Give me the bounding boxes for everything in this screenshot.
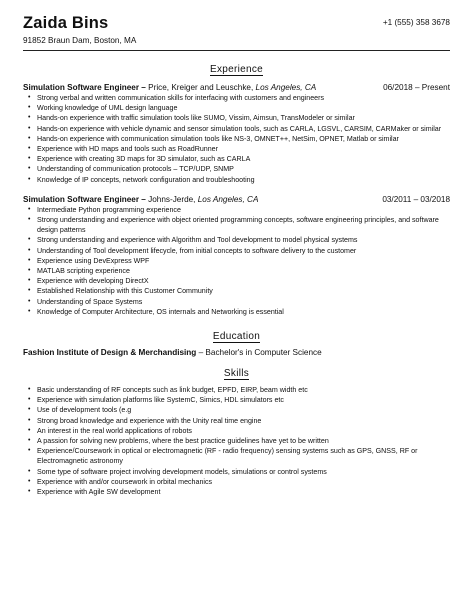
job-dates: 06/2018 – Present	[383, 83, 450, 92]
list-item: • Experience with creating 3D maps for 3D simulator, such as CARLA	[37, 154, 450, 164]
job-entry	[23, 194, 450, 317]
list-item: • Experience with HD maps and tools such as RoadRunner	[37, 144, 450, 154]
education-heading-text: Education	[212, 331, 261, 343]
list-item: • An interest in the real world applications of robots	[37, 426, 450, 436]
candidate-name: Zaida Bins	[23, 14, 109, 32]
list-item: • Hands-on experience with vehicle dynamic and sensor simulation tools, such as CARLA, LGSVL, CARSIM, CARMaker or similar	[37, 124, 450, 134]
degree: – Bachelor's in Computer Science	[196, 348, 322, 358]
list-item: • Established Relationship with this Customer Community	[37, 286, 450, 296]
school-name: Fashion Institute of Design & Merchandising	[23, 348, 197, 358]
list-item: • Working knowledge of UML design language	[37, 103, 450, 113]
job-location: Los Angeles, CA	[255, 83, 317, 92]
job-title: Simulation Software Engineer	[23, 194, 140, 204]
list-item: • Experience with simulation platforms like SystemC, Simics, HDL simulators etc	[37, 395, 450, 405]
job-dates: 03/2011 – 03/2018	[382, 194, 450, 204]
list-item: • Understanding of Tool development lifecycle, from initial concepts to software delivery to the customer	[37, 246, 450, 256]
list-item: • Hands-on experience with traffic simulation tools like SUMO, Vissim, Aimsun, TransModeler or similar	[37, 113, 450, 123]
list-item: • Strong understanding and experience with Algorithm and Tool development to model physical systems	[37, 235, 450, 245]
skills-list	[23, 385, 450, 497]
job-bullet-list	[23, 205, 450, 317]
job-company: Johns-Jerde,	[148, 194, 198, 204]
list-item: • Some type of software project involving development models, simulations or control systems	[37, 467, 450, 477]
list-item: • Strong understanding and experience with object oriented programming concepts, software engineering principles, and software design patterns	[37, 215, 450, 235]
list-item: • Experience with and/or coursework in orbital mechanics	[37, 477, 450, 487]
header-divider	[23, 50, 450, 51]
job-location: Los Angeles, CA	[197, 194, 259, 204]
list-item: • Understanding of communication protocols – TCP/UDP, SNMP	[37, 164, 450, 174]
list-item: • Experience using DevExpress WPF	[37, 256, 450, 266]
job-header	[23, 194, 450, 205]
job-title: Simulation Software Engineer	[23, 83, 140, 92]
list-item: • Use of development tools (e.g	[37, 405, 450, 415]
job-separator: –	[139, 194, 149, 204]
list-item: • Knowledge of IP concepts, network configuration and troubleshooting	[37, 175, 450, 185]
experience-heading	[23, 63, 450, 76]
phone-number: +1 (555) 358 3678	[382, 18, 450, 27]
experience-heading-text: Experience	[209, 64, 264, 75]
job-company: Price, Kreiger and Leuschke,	[148, 83, 256, 92]
list-item: • A passion for solving new problems, where the best practice guidelines have yet to be written	[37, 436, 450, 446]
resume-header	[23, 13, 450, 46]
list-item: • Hands-on experience with communication simulation tools like NS-3, OMNET++, NetSim, OPNET, Matlab or similar	[37, 134, 450, 144]
list-item: • Experience with Agile SW development	[37, 487, 450, 497]
list-item: • Intermediate Python programming experience	[37, 205, 450, 215]
list-item: • Understanding of Space Systems	[37, 297, 450, 307]
address: 91852 Braun Dam, Boston, MA	[23, 36, 137, 45]
list-item: • Knowledge of Computer Architecture, OS internals and Networking is essential	[37, 307, 450, 317]
list-item: • Experience/Coursework in optical or electromagnetic (RF - radio frequency) sensing systems such as GPS, GNSS, RF or Electromagnetic astronomy	[37, 446, 450, 466]
list-item: • MATLAB scripting experience	[37, 266, 450, 276]
job-separator: –	[139, 83, 149, 92]
list-item: • Experience with developing DirectX	[37, 276, 450, 286]
resume-body	[23, 63, 450, 497]
job-bullet-list	[23, 93, 450, 185]
education-heading	[23, 330, 450, 343]
education-entry	[23, 347, 450, 358]
skills-heading	[23, 367, 450, 380]
section-spacer	[23, 358, 450, 367]
job-entry	[23, 82, 450, 185]
skills-heading-text: Skills	[223, 368, 250, 380]
list-item: • Strong verbal and written communication skills for interfacing with customers and engineers	[37, 93, 450, 103]
list-item: • Basic understanding of RF concepts such as link budget, EPFD, EIRP, beam width etc	[37, 385, 450, 395]
list-item: • Strong broad knowledge and experience with the Unity real time engine	[37, 416, 450, 426]
job-header	[23, 82, 450, 93]
section-spacer	[23, 317, 450, 330]
